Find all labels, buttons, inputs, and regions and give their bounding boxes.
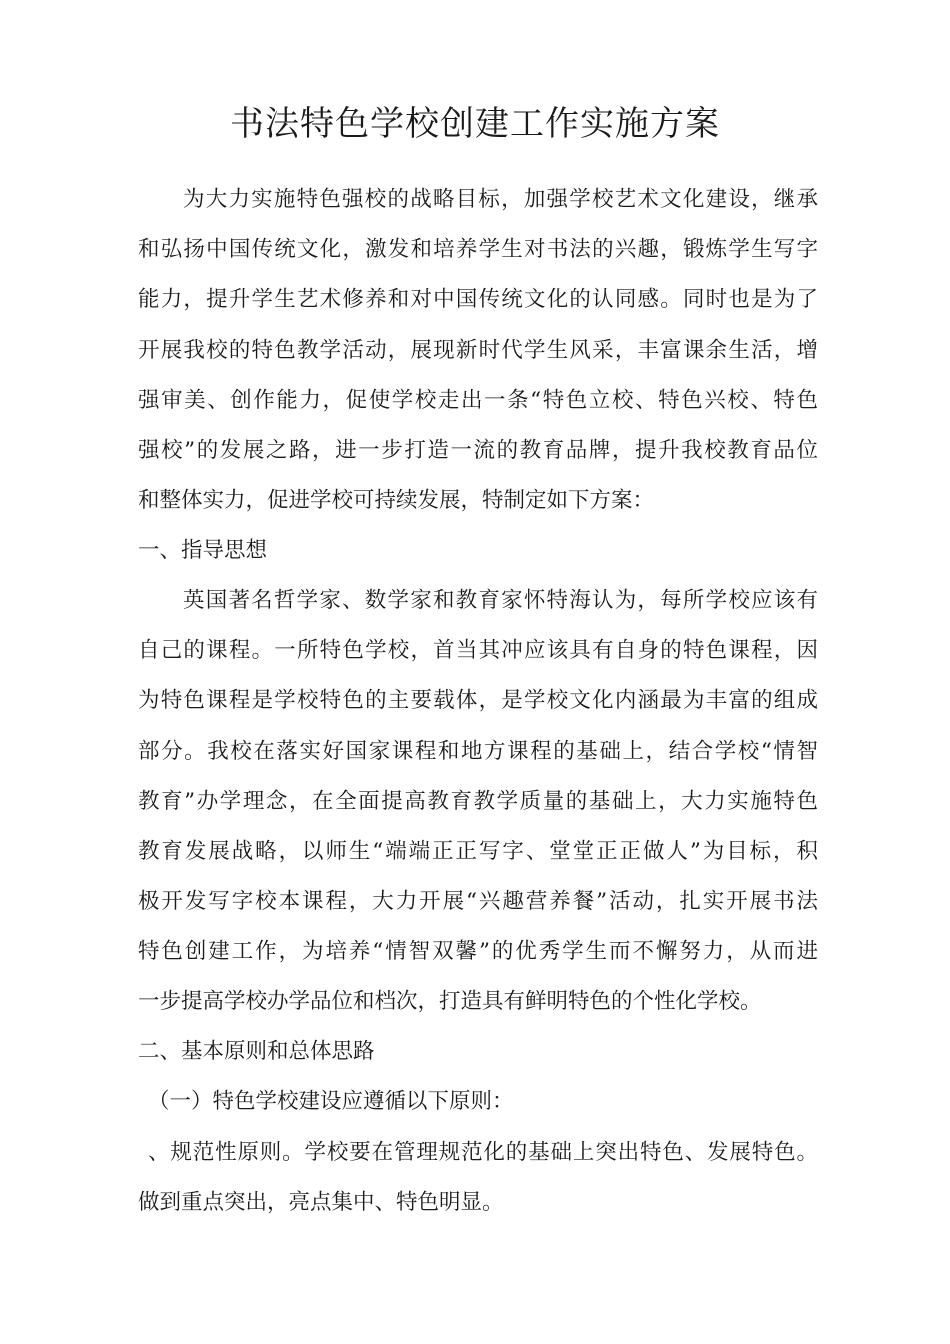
subsection-heading: （一）特色学校建设应遵循以下原则：: [148, 1089, 514, 1114]
paragraph-line: 教育发展战略，以师生“端端正正写字、堂堂正正做人”为目标，积: [138, 839, 818, 864]
paragraph-line: 强校”的发展之路，进一步打造一流的教育品牌，提升我校教育品位: [138, 438, 818, 463]
paragraph-line: 和整体实力，促进学校可持续发展，特制定如下方案：: [138, 488, 655, 513]
paragraph-line: 和弘扬中国传统文化，激发和培养学生对书法的兴趣，锻炼学生写字: [138, 237, 818, 262]
paragraph-line: 教育”办学理念，在全面提高教育教学质量的基础上，大力实施特色: [138, 789, 818, 814]
paragraph-line: 能力，提升学生艺术修养和对中国传统文化的认同感。同时也是为了: [138, 287, 818, 312]
paragraph-line: 为特色课程是学校特色的主要载体，是学校文化内涵最为丰富的组成: [138, 688, 818, 713]
paragraph-line: 做到重点突出，亮点集中、特色明显。: [138, 1190, 504, 1215]
paragraph-line: 为大力实施特色强校的战略目标，加强学校艺术文化建设，继承: [183, 187, 818, 212]
paragraph-line: 强审美、创作能力，促使学校走出一条“特色立校、特色兴校、特色: [138, 388, 818, 413]
paragraph-line: 、规范性原则。学校要在管理规范化的基础上突出特色、发展特色。: [148, 1140, 818, 1165]
paragraph-line: 自己的课程。一所特色学校，首当其冲应该具有自身的特色课程，因: [138, 638, 818, 663]
paragraph-line: 英国著名哲学家、数学家和教育家怀特海认为，每所学校应该有: [183, 588, 818, 613]
section-heading: 二、基本原则和总体思路: [138, 1039, 375, 1064]
document-title: 书法特色学校创建工作实施方案: [230, 104, 720, 144]
paragraph-line: 开展我校的特色教学活动，展现新时代学生风采，丰富课余生活，增: [138, 338, 818, 363]
paragraph-line: 极开发写字校本课程，大力开展“兴趣营养餐”活动，扎实开展书法: [138, 889, 818, 914]
paragraph-line: 部分。我校在落实好国家课程和地方课程的基础上，结合学校“情智: [138, 739, 818, 764]
section-heading: 一、指导思想: [138, 538, 268, 563]
paragraph-line: 特色创建工作，为培养“情智双馨”的优秀学生而不懈努力，从而进: [138, 939, 818, 964]
paragraph-line: 一步提高学校办学品位和档次，打造具有鲜明特色的个性化学校。: [138, 989, 762, 1014]
